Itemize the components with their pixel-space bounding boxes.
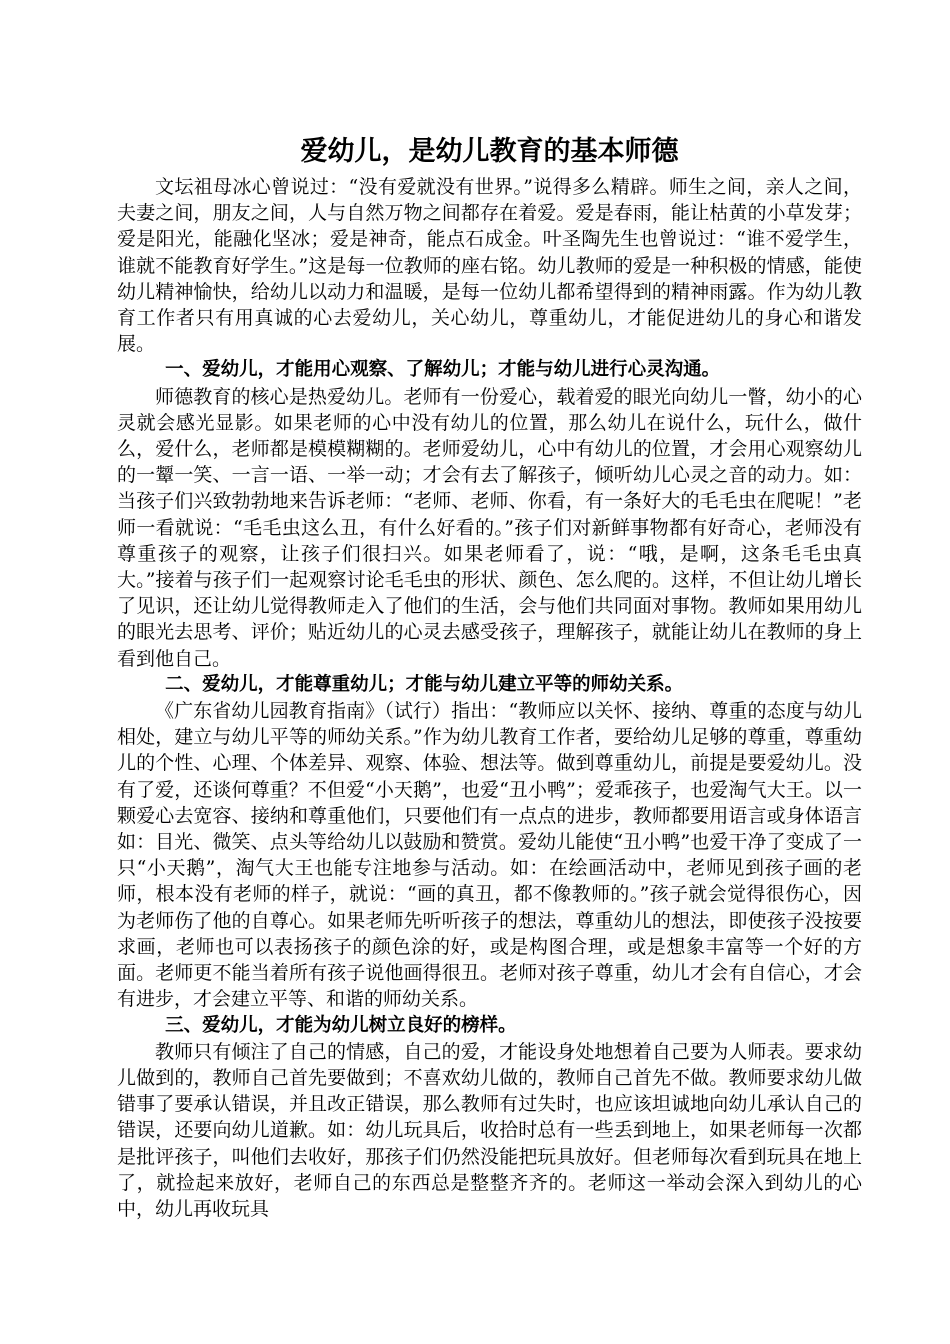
section-2-heading: 二、爱幼儿，才能尊重幼儿；才能与幼儿建立平等的师幼关系。 xyxy=(165,673,684,695)
section-1-body: 师德教育的核心是热爱幼儿。老师有一份爱心，载着爱的眼光向幼儿一瞥，幼小的心灵就会感光显影。如果老师的心中没有幼儿的位置，那么幼儿在说什么，玩什么，做什么，爱什么，老师都是模模糊糊的。老师爱幼儿，心中有幼儿的位置，才会用心观察幼儿的一颦一笑、一言一语、一举一动；才会有去了解孩子，倾听幼儿心灵之音的动力。如：当孩子们兴致勃勃地来告诉老师：“老师、老师、你看，有一条好大的毛毛虫在爬呢！”老师一看就说：“毛毛虫这么丑，有什么好看的。”孩子们对新鲜事物都有好奇心，老师没有尊重孩子的观察，让孩子们很扫兴。如果老师看了，说：“哦，是啊，这条毛毛虫真大。”接着与孩子们一起观察讨论毛毛虫的形状、颜色、怎么爬的。这样，不但让幼儿增长了见识，还让幼儿觉得教师走入了他们的生活，会与他们共同面对事物。教师如果用幼儿的眼光去思考、评价；贴近幼儿的心灵去感受孩子，理解孩子，就能让幼儿在教师的身上看到他自己。 xyxy=(117,385,862,670)
section-3-heading: 三、爱幼儿，才能为幼儿树立良好的榜样。 xyxy=(165,1014,517,1036)
section-3-body: 教师只有倾注了自己的情感，自己的爱，才能设身处地想着自己要为人师表。要求幼儿做到的，教师自己首先要做到；不喜欢幼儿做的，教师自己首先不做。教师要求幼儿做错事了要承认错误，并且改正错误，那么教师有过失时，也应该坦诚地向幼儿承认自己的错误，还要向幼儿道歉。如：幼儿玩具后，收拾时总有一些丢到地上，如果老师每一次都是批评孩子，叫他们去收好，那孩子们仍然没能把玩具放好。但老师每次看到玩具在地上了，就捡起来放好，老师自己的东西总是整整齐齐的。老师这一举动会深入到幼儿的心中，幼儿再收玩具 xyxy=(117,1040,862,1220)
document-page xyxy=(117,132,862,1222)
section-2-body: 《广东省幼儿园教育指南》（试行）指出：“教师应以关怀、接纳、尊重的态度与幼儿相处，建立与幼儿平等的师幼关系。”作为幼儿教育工作者，要给幼儿足够的尊重，尊重幼儿的个性、心理、个体差异、观察、体验、想法等。做到尊重幼儿，前提是要爱幼儿。没有了爱，还谈何尊重？不但爱“小天鹅”，也爱“丑小鸭”；爱乖孩子，也爱淘气大王。以一颗爱心去宽容、接纳和尊重他们，只要他们有一点点的进步，教师都要用语言或身体语言如：目光、微笑、点头等给幼儿以鼓励和赞赏。爱幼儿能使“丑小鸭”也爱干净了变成了一只“小天鹅”，淘气大王也能专注地参与活动。如：在绘画活动中，老师见到孩子画的老师，根本没有老师的样子，就说：“画的真丑，都不像教师的。”孩子就会觉得很伤心，因为老师伤了他的自尊心。如果老师先听听孩子的想法，尊重幼儿的想法，即使孩子没按要求画，老师也可以表扬孩子的颜色涂的好，或是构图合理，或是想象丰富等一个好的方面。老师更不能当着所有孩子说他画得很丑。老师对孩子尊重，幼儿才会有自信心，才会有进步，才会建立平等、和谐的师幼关系。 xyxy=(117,700,862,1011)
intro-paragraph: 文坛祖母冰心曾说过：“没有爱就没有世界。”说得多么精辟。师生之间，亲人之间，夫妻之间，朋友之间，人与自然万物之间都存在着爱。爱是春雨，能让枯黄的小草发芽；爱是阳光，能融化坚冰；爱是神奇，能点石成金。叶圣陶先生也曾说过：“谁不爱学生，谁就不能教育好学生。”这是每一位教师的座右铭。幼儿教师的爱是一种积极的情感，能使幼儿精神愉快，给幼儿以动力和温暖，是每一位幼儿都希望得到的精神雨露。作为幼儿教育工作者只有用真诚的心去爱幼儿，关心幼儿，尊重幼儿，才能促进幼儿的身心和谐发展。 xyxy=(117,176,862,356)
section-1-heading: 一、爱幼儿，才能用心观察、了解幼儿；才能与幼儿进行心灵沟通。 xyxy=(165,359,721,381)
document-title: 爱幼儿，是幼儿教育的基本师德 xyxy=(300,136,679,167)
